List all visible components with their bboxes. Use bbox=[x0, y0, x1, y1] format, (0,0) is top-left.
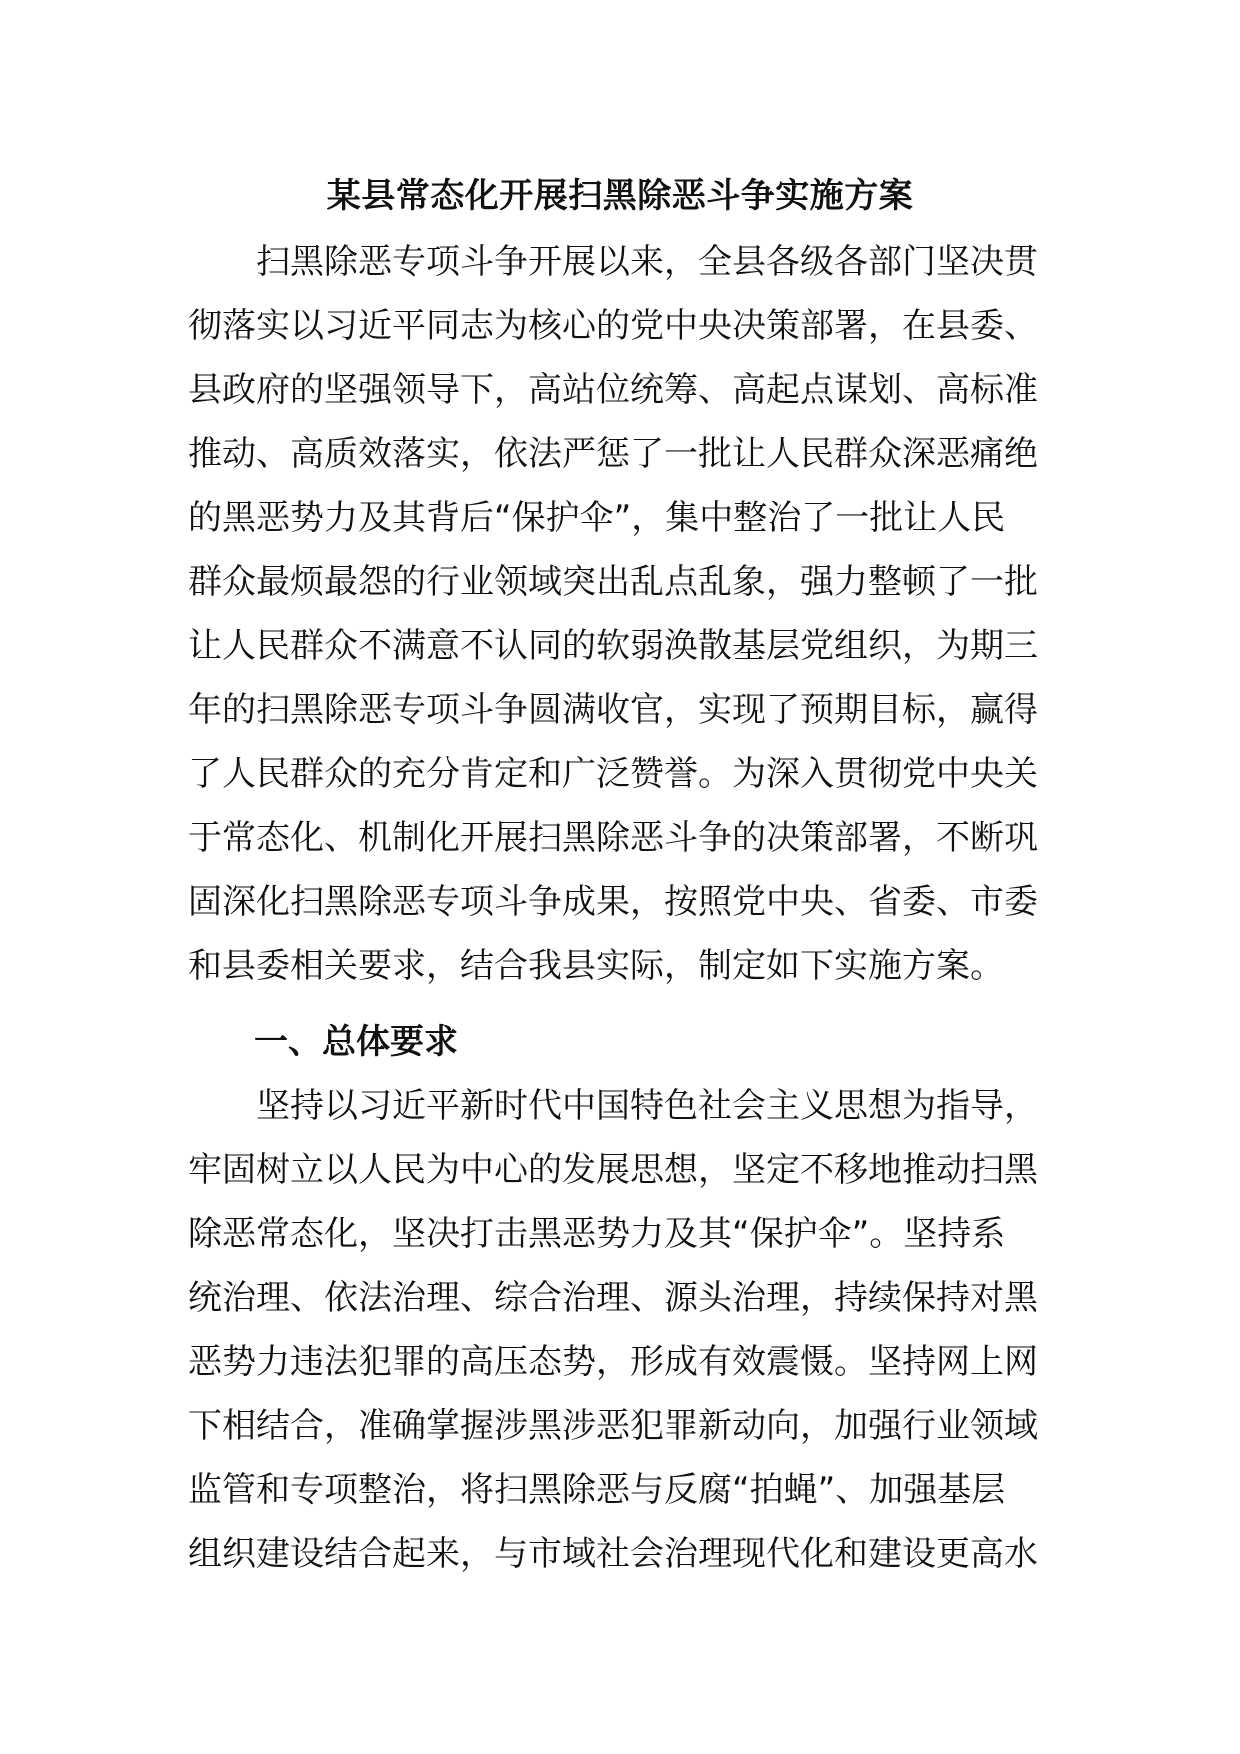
paragraph-line: 推动、高质效落实，依法严惩了一批让人民群众深恶痛绝 bbox=[188, 434, 1038, 474]
section-heading-general-requirements: 一、总体要求 bbox=[254, 1022, 458, 1062]
paragraph-line: 县政府的坚强领导下，高站位统筹、高起点谋划、高标准 bbox=[188, 370, 1038, 410]
paragraph-line: 让人民群众不满意不认同的软弱涣散基层党组织，为期三 bbox=[188, 626, 1038, 666]
paragraph-line: 牢固树立以人民为中心的发展思想，坚定不移地推动扫黑 bbox=[188, 1150, 1038, 1190]
paragraph-line: 监管和专项整治，将扫黑除恶与反腐“拍蝇”、加强基层 bbox=[188, 1470, 1006, 1510]
paragraph-line: 彻落实以习近平同志为核心的党中央决策部署，在县委、 bbox=[188, 306, 1038, 346]
paragraph-line: 统治理、依法治理、综合治理、源头治理，持续保持对黑 bbox=[188, 1278, 1038, 1318]
general-requirements-paragraph bbox=[188, 1074, 1068, 1586]
document-title: 某县常态化开展扫黑除恶斗争实施方案 bbox=[326, 176, 914, 216]
paragraph-line: 了人民群众的充分肯定和广泛赞誉。为深入贯彻党中央关 bbox=[188, 754, 1038, 794]
paragraph-line: 组织建设结合起来，与市域社会治理现代化和建设更高水 bbox=[188, 1534, 1038, 1574]
paragraph-line: 除恶常态化，坚决打击黑恶势力及其“保护伞”。坚持系 bbox=[188, 1214, 1006, 1254]
intro-paragraph bbox=[188, 230, 1068, 998]
paragraph-line: 的黑恶势力及其背后“保护伞”，集中整治了一批让人民 bbox=[188, 498, 1006, 538]
paragraph-line: 年的扫黑除恶专项斗争圆满收官，实现了预期目标，赢得 bbox=[188, 690, 1038, 730]
paragraph-line: 和县委相关要求，结合我县实际，制定如下实施方案。 bbox=[188, 946, 1004, 986]
paragraph-line: 下相结合，准确掌握涉黑涉恶犯罪新动向，加强行业领域 bbox=[188, 1406, 1038, 1446]
paragraph-line: 固深化扫黑除恶专项斗争成果，按照党中央、省委、市委 bbox=[188, 882, 1038, 922]
paragraph-line: 群众最烦最怨的行业领域突出乱点乱象，强力整顿了一批 bbox=[188, 562, 1038, 602]
paragraph-line: 于常态化、机制化开展扫黑除恶斗争的决策部署，不断巩 bbox=[188, 818, 1038, 858]
paragraph-line: 恶势力违法犯罪的高压态势，形成有效震慑。坚持网上网 bbox=[188, 1342, 1038, 1382]
paragraph-line: 坚持以习近平新时代中国特色社会主义思想为指导， bbox=[188, 1086, 1038, 1126]
paragraph-line: 扫黑除恶专项斗争开展以来，全县各级各部门坚决贯 bbox=[188, 242, 1038, 282]
